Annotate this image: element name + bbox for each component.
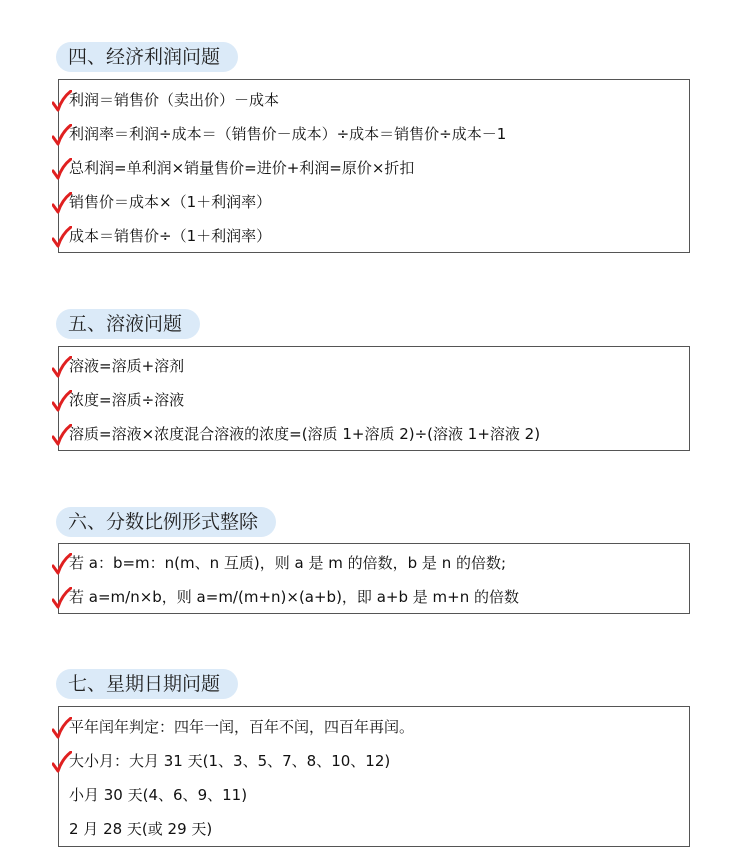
section-title: 四、经济利润问题 xyxy=(56,42,238,72)
formula-text: 大小月：大月 31 天(1、3、5、7、8、10、12) xyxy=(69,752,391,770)
formula-row xyxy=(59,710,689,744)
formula-box xyxy=(58,79,690,253)
formula-box xyxy=(58,706,690,847)
section-title: 六、分数比例形式整除 xyxy=(56,507,276,537)
formula-row xyxy=(59,185,689,219)
formula-box xyxy=(58,543,690,614)
formula-text: 若 a：b=m：n(m、n 互质)，则 a 是 m 的倍数，b 是 n 的倍数; xyxy=(69,554,507,572)
formula-row xyxy=(59,117,689,151)
formula-text: 平年闰年判定：四年一闰，百年不闰，四百年再闰。 xyxy=(69,718,415,736)
formula-text: 成本＝销售价÷（1＋利润率） xyxy=(69,227,272,245)
formula-text: 总利润=单利润×销量售价=进价+利润=原价×折扣 xyxy=(69,159,415,177)
formula-row xyxy=(59,219,689,253)
formula-row xyxy=(59,151,689,185)
formula-text: 利润率＝利润÷成本＝（销售价－成本）÷成本＝销售价÷成本－1 xyxy=(69,125,507,143)
formula-text: 利润＝销售价（卖出价）－成本 xyxy=(69,91,280,109)
formula-row xyxy=(59,349,689,383)
formula-box xyxy=(58,346,690,451)
formula-row xyxy=(59,812,689,846)
formula-text: 2 月 28 天(或 29 天) xyxy=(69,820,213,838)
formula-row xyxy=(59,778,689,812)
formula-row xyxy=(59,417,689,451)
formula-text: 溶液=溶质+溶剂 xyxy=(69,357,185,375)
formula-text: 若 a=m/n×b，则 a=m/(m+n)×(a+b)，即 a+b 是 m+n 的倍数 xyxy=(69,588,519,606)
section-title: 五、溶液问题 xyxy=(56,309,200,339)
section-title: 七、星期日期问题 xyxy=(56,669,238,699)
formula-text: 小月 30 天(4、6、9、11) xyxy=(69,786,248,804)
formula-row xyxy=(59,744,689,778)
formula-text: 浓度=溶质÷溶液 xyxy=(69,391,185,409)
formula-row xyxy=(59,383,689,417)
formula-text: 溶质=溶液×浓度混合溶液的浓度=(溶质 1+溶质 2)÷(溶液 1+溶液 2) xyxy=(69,425,541,443)
formula-row xyxy=(59,83,689,117)
formula-row xyxy=(59,580,689,614)
formula-text: 销售价＝成本×（1＋利润率） xyxy=(69,193,272,211)
formula-row xyxy=(59,546,689,580)
